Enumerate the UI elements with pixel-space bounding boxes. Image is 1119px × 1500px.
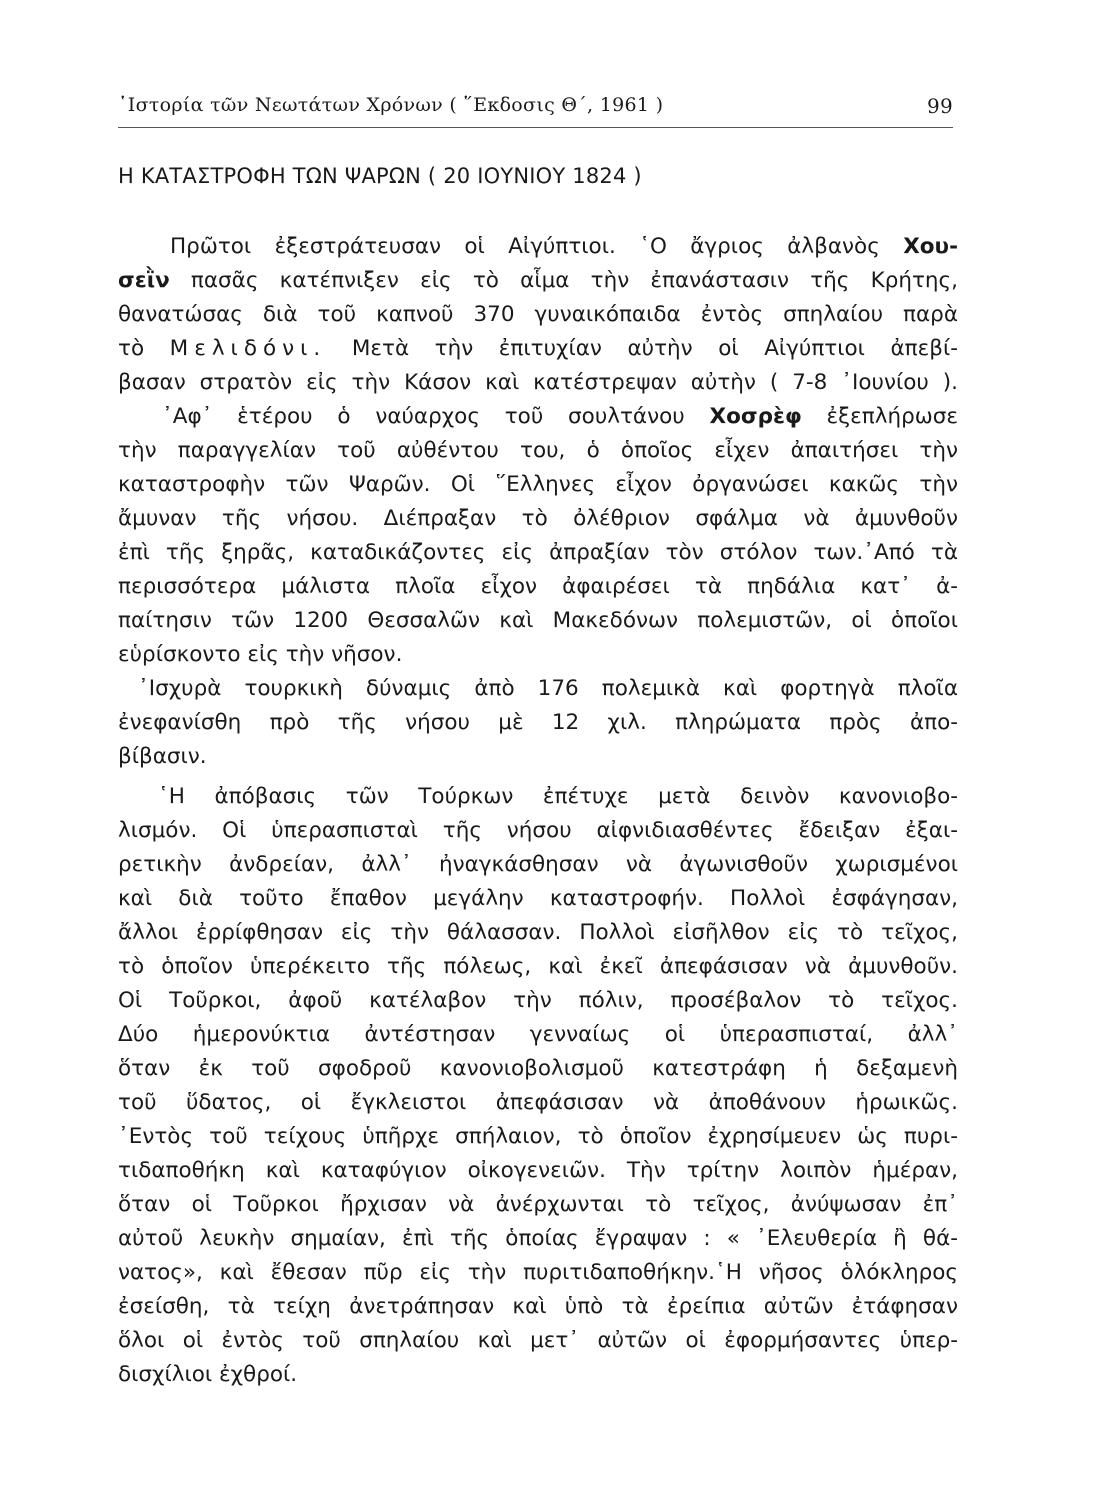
running-head-title: ῾Ιστορία τῶν Νεωτάτων Χρόνων ( ῞Εκδοσις Θ΄, 1961 ): [118, 94, 664, 116]
page-number: 99: [926, 94, 953, 118]
text-line: Πρῶτοι ἐξεστράτευσαν οἱ Αἰγύπτιοι. ῾Ο ἄγριος ἀλβανὸς Χου-: [170, 234, 958, 259]
text-line: σεῒν πασᾶς κατέπνιξεν εἰς τὸ αἷμα τὴν ἐπανάστασιν τῆς Κρήτης,: [118, 268, 958, 293]
text-line: βίβασιν.: [118, 744, 207, 769]
text-line: ὅταν ἐκ τοῦ σφοδροῦ κανονιοβολισμοῦ κατεστράφη ἡ δεξαμενὴ: [118, 1056, 958, 1081]
text-line: ᾿Ισχυρὰ τουρκικὴ δύναμις ἀπὸ 176 πολεμικὰ καὶ φορτηγὰ πλοῖα: [138, 676, 958, 701]
header-rule: [118, 127, 953, 128]
text-line: τὴν παραγγελίαν τοῦ αὐθέντου του, ὁ ὁποῖος εἶχεν ἀπαιτήσει τὴν: [118, 438, 958, 463]
text-line: λισμόν. Οἱ ὑπερασπισταὶ τῆς νήσου αἰφνιδιασθέντες ἔδειξαν ἐξαι-: [118, 818, 958, 843]
text-line: αὐτοῦ λευκὴν σημαίαν, ἐπὶ τῆς ὁποίας ἔγραψαν : « ᾿Ελευθερία ἢ θά-: [118, 1226, 958, 1251]
text-line: ὅλοι οἱ ἐντὸς τοῦ σπηλαίου καὶ μετ᾿ αὐτῶν οἱ ἐφορμήσαντες ὑπερ-: [118, 1328, 958, 1353]
text-line: περισσότερα μάλιστα πλοῖα εἶχον ἀφαιρέσει τὰ πηδάλια κατ᾿ ἀ-: [118, 574, 958, 599]
text-line: ρετικὴν ἀνδρείαν, ἀλλ᾿ ἠναγκάσθησαν νὰ ἀγωνισθοῦν χωρισμένοι: [118, 852, 958, 877]
text-line: ὅταν οἱ Τοῦρκοι ἤρχισαν νὰ ἀνέρχωνται τὸ τεῖχος, ἀνύψωσαν ἐπ᾿: [118, 1192, 958, 1217]
text-line: τὸ Μελιδόνι. Μετὰ τὴν ἐπιτυχίαν αὐτὴν οἱ Αἰγύπτιοι ἀπεβί-: [118, 336, 958, 361]
text-line: ἄλλοι ἐρρίφθησαν εἰς τὴν θάλασσαν. Πολλοὶ εἰσῆλθον εἰς τὸ τεῖχος,: [118, 920, 958, 945]
text-line: εὑρίσκοντο εἰς τὴν νῆσον.: [118, 642, 403, 667]
text-line: ᾿Εντὸς τοῦ τείχους ὑπῆρχε σπήλαιον, τὸ ὁποῖον ἐχρησίμευεν ὡς πυρι-: [118, 1124, 958, 1149]
text-line: βασαν στρατὸν εἰς τὴν Κάσον καὶ κατέστρεψαν αὐτὴν ( 7-8 ᾿Ιουνίου ).: [118, 370, 958, 395]
text-line: θανατώσας διὰ τοῦ καπνοῦ 370 γυναικόπαιδα ἐντὸς σπηλαίου παρὰ: [118, 302, 958, 327]
text-line: ᾿Αφ᾿ ἑτέρου ὁ ναύαρχος τοῦ σουλτάνου Χοσρὲφ ἐξεπλήρωσε: [162, 404, 958, 429]
bold-name: σεῒν: [118, 268, 170, 293]
text-line: τὸ ὁποῖον ὑπερέκειτο τῆς πόλεως, καὶ ἐκεῖ ἀπεφάσισαν νὰ ἀμυνθοῦν.: [118, 954, 958, 979]
text-line: τιδαποθήκη καὶ καταφύγιον οἰκογενειῶν. Τὴν τρίτην λοιπὸν ἡμέραν,: [118, 1158, 958, 1183]
text-line: ἐνεφανίσθη πρὸ τῆς νήσου μὲ 12 χιλ. πληρώματα πρὸς ἀπο-: [118, 710, 958, 735]
text-line: Δύο ἡμερονύκτια ἀντέστησαν γενναίως οἱ ὑπερασπισταί, ἀλλ᾿: [118, 1022, 958, 1047]
text-line: ῾Η ἀπόβασις τῶν Τούρκων ἐπέτυχε μετὰ δεινὸν κανονιοβο-: [158, 784, 958, 809]
bold-name: Χοσρὲφ: [709, 404, 802, 429]
text-line: καταστροφὴν τῶν Ψαρῶν. Οἱ ῞Ελληνες εἶχον ὀργανώσει κακῶς τὴν: [118, 472, 958, 497]
bold-name: Χου-: [903, 234, 958, 259]
text-line: καὶ διὰ τοῦτο ἔπαθον μεγάλην καταστροφήν. Πολλοὶ ἐσφάγησαν,: [118, 886, 958, 911]
text-line: Οἱ Τοῦρκοι, ἀφοῦ κατέλαβον τὴν πόλιν, προσέβαλον τὸ τεῖχος.: [118, 988, 958, 1013]
text-line: ἄμυναν τῆς νήσου. Διέπραξαν τὸ ὀλέθριον σφάλμα νὰ ἀμυνθοῦν: [118, 506, 958, 531]
text-line: ἐπὶ τῆς ξηρᾶς, καταδικάζοντες εἰς ἀπραξίαν τὸν στόλον των.᾿Από τὰ: [118, 540, 958, 565]
text-line: νατος», καὶ ἔθεσαν πῦρ εἰς τὴν πυριτιδαποθήκην.῾Η νῆσος ὁλόκληρος: [118, 1260, 958, 1285]
text-line: τοῦ ὕδατος, οἱ ἔγκλειστοι ἀπεφάσισαν νὰ ἀποθάνουν ἡρωικῶς.: [118, 1090, 958, 1115]
text-line: ἐσείσθη, τὰ τείχη ἀνετράπησαν καὶ ὑπὸ τὰ ἐρείπια αὐτῶν ἐτάφησαν: [118, 1294, 958, 1319]
text-line: δισχίλιοι ἐχθροί.: [118, 1362, 298, 1387]
text-line: παίτησιν τῶν 1200 Θεσσαλῶν καὶ Μακεδόνων πολεμιστῶν, οἱ ὁποῖοι: [118, 608, 958, 633]
running-head: [118, 94, 953, 124]
spaced-word: Μελιδόνι.: [169, 336, 327, 361]
section-heading: Η ΚΑΤΑΣΤΡΟΦΗ ΤΩΝ ΨΑΡΩΝ ( 20 ΙΟΥΝΙΟΥ 1824 ): [118, 164, 642, 188]
